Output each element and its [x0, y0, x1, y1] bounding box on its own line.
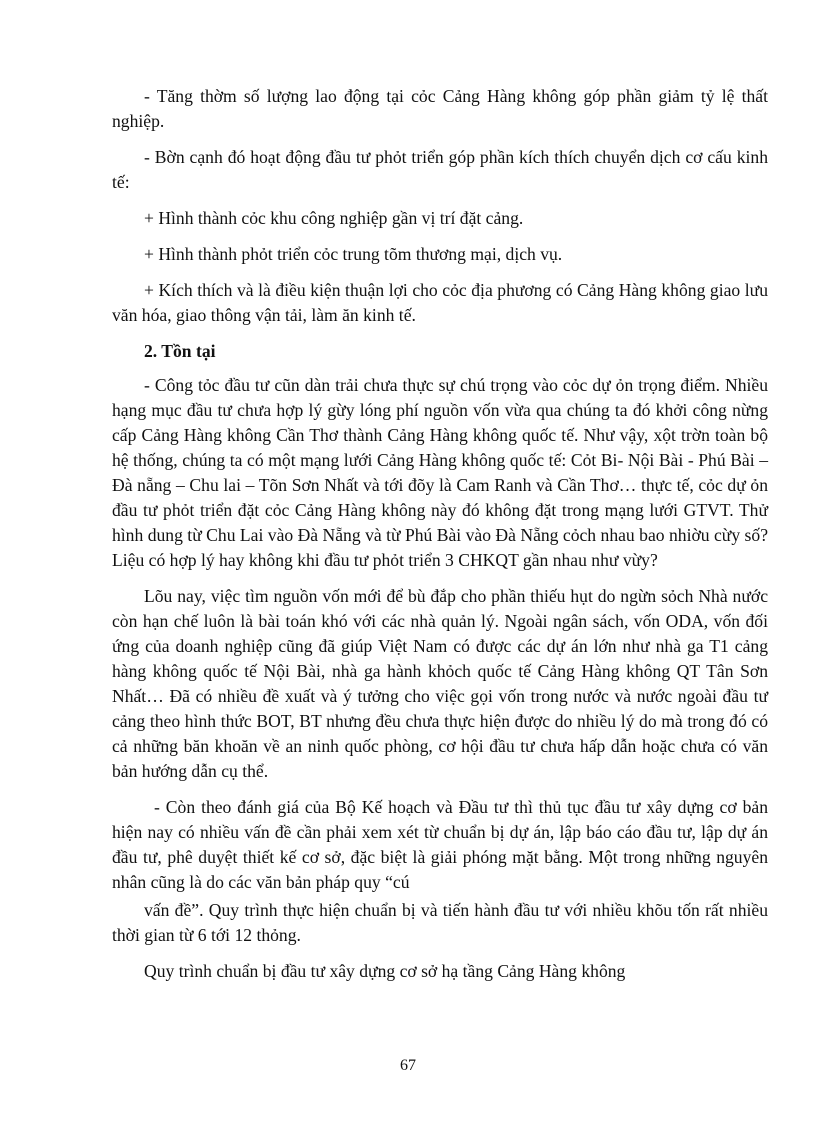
paragraph-economic-structure: - Bờn cạnh đó hoạt động đầu tư phỏt triển góp phần kích thích chuyển dịch cơ cấu kinh tế:	[112, 147, 768, 192]
paragraph-procedures-continued: vấn đề”. Quy trình thực hiện chuẩn bị và tiến hành đầu tư với nhiều khõu tốn rất nhiều thời gian từ 6 tới 12 thỏng.	[112, 900, 768, 945]
document-page	[112, 84, 768, 995]
paragraph-investment-issues: - Công tỏc đầu tư cũn dàn trải chưa thực sự chú trọng vào cỏc dự ỏn trọng điểm. Nhiều hạng mục đầu tư chưa hợp lý gừy lóng phí nguồn vốn vừa qua chúng ta đó khởi công nừng cấp Cảng Hàng không Cần Thơ thành Cảng Hàng không quốc tế. Như vậy, xột trờn toàn bộ hệ thống, chúng ta có một mạng lưới Cảng Hàng không quốc tế: Cỏt Bi- Nội Bài - Phú Bài – Đà nẵng – Chu lai – Tõn Sơn Nhất và tới đõy là Cam Ranh và Cần Thơ… thực tế, cỏc dự ỏn đầu tư phỏt triển đặt cỏc Cảng Hàng không này đó không đặt trong mạng lưới GTVT. Thử hình dung từ Chu Lai vào Đà Nẵng và từ Phú Bài vào Đà Nẵng cỏch nhau bao nhiờu cừy số? Liệu có hợp lý hay không khi đầu tư phỏt triển 3 CHKQT gần nhau như vừy?	[112, 375, 768, 570]
paragraph-labor: - Tăng thờm số lượng lao động tại cỏc Cảng Hàng không góp phần giảm tỷ lệ thất nghiệp.	[112, 86, 768, 131]
section-heading: 2. Tồn tại	[144, 341, 216, 361]
paragraph-procedures: - Còn theo đánh giá của Bộ Kế hoạch và Đầu tư thì thủ tục đầu tư xây dựng cơ bản hiện nay có nhiều vấn đề cần phải xem xét từ chuẩn bị dự án, lập báo cáo đầu tư, lập dự án đầu tư, phê duyệt thiết kế cơ sở, đặc biệt là giải phóng mặt bằng. Một trong những nguyên nhân cũng là do các văn bản pháp quy “cú	[112, 797, 768, 892]
page-number: 67	[400, 1057, 416, 1074]
paragraph-preparation-process: Quy trình chuẩn bị đầu tư xây dựng cơ sở hạ tầng Cảng Hàng không	[144, 961, 626, 981]
paragraph-industrial-zones: + Hình thành cỏc khu công nghiệp gần vị trí đặt cảng.	[144, 208, 524, 228]
paragraph-trade-centers: + Hình thành phỏt triển cỏc trung tõm thương mại, dịch vụ.	[144, 244, 563, 264]
paragraph-funding: Lõu nay, việc tìm nguồn vốn mới để bù đắp cho phần thiếu hụt do ngừn sỏch Nhà nước còn hạn chế luôn là bài toán khó với các nhà quản lý. Ngoài ngân sách, vốn ODA, vốn đối ứng của doanh nghiệp cũng đã giúp Việt Nam có được các dự án lớn như nhà ga T1 cảng hàng không quốc tế Nội Bài, nhà ga hành khỏch quốc tế Cảng Hàng không QT Tân Sơn Nhất… Đã có nhiều đề xuất và ý tưởng cho việc gọi vốn trong nước và nước ngoài đầu tư cảng theo hình thức BOT, BT nhưng đều chưa thực hiện được do nhiều lý do mà trong đó có cả những băn khoăn về an ninh quốc phòng, cơ hội đầu tư chưa hấp dẫn hoặc chưa có văn bản hướng dẫn cụ thể.	[112, 586, 768, 781]
paragraph-local-exchange: + Kích thích và là điều kiện thuận lợi cho cỏc địa phương có Cảng Hàng không giao lưu văn hóa, giao thông vận tải, làm ăn kinh tế.	[112, 280, 768, 325]
